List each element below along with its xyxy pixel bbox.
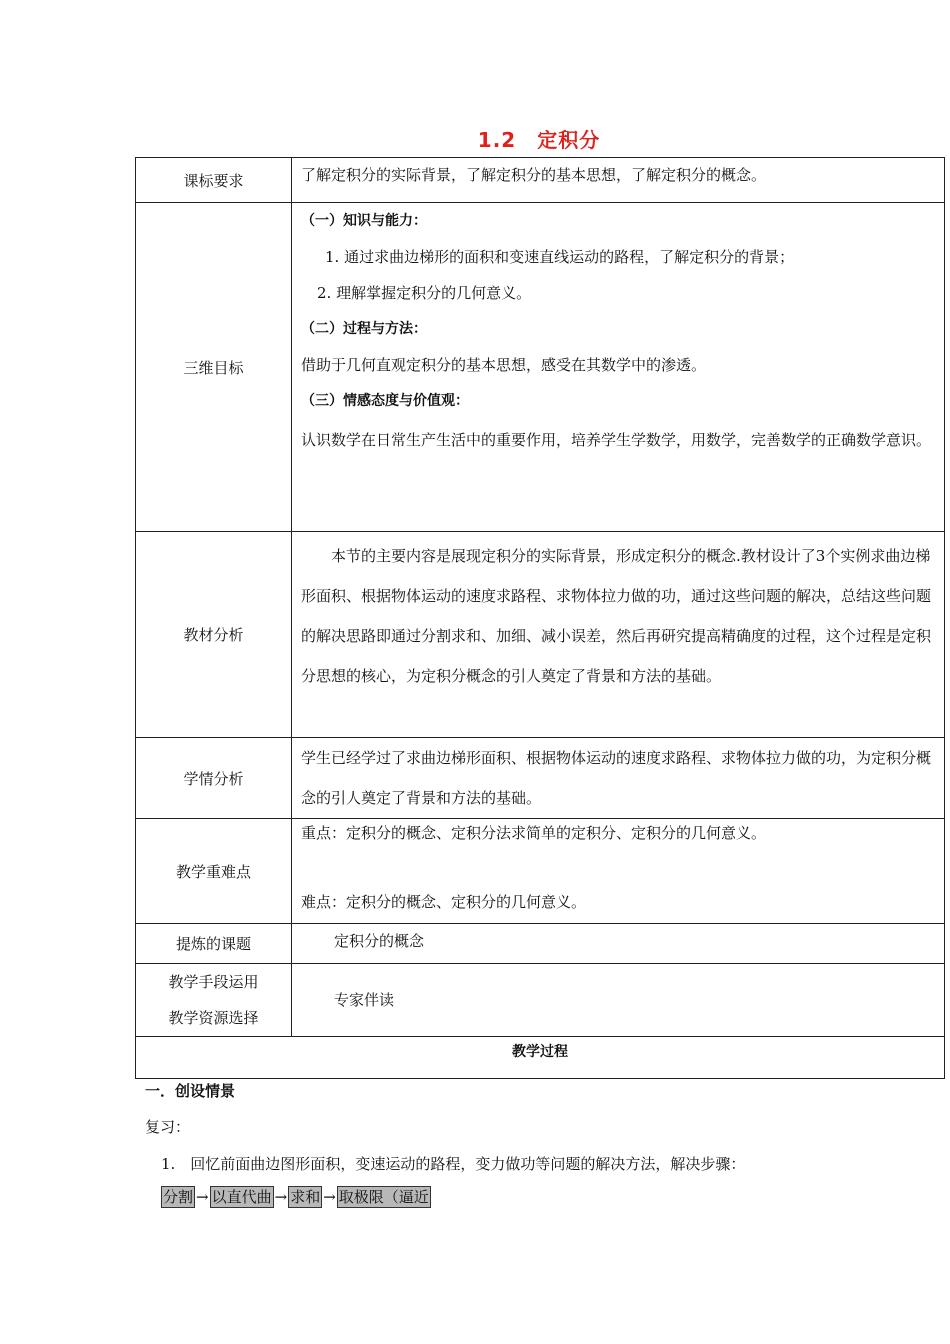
table-row bbox=[136, 819, 945, 924]
section-heading: 一．创设情景 bbox=[145, 1082, 236, 1100]
arrow-icon: → bbox=[323, 1188, 336, 1206]
objective-heading: （一）知识与能力： bbox=[301, 213, 427, 229]
objective-heading: （三）情感态度与价值观： bbox=[301, 393, 469, 409]
review-item: 1. 回忆前面曲边图形面积，变速运动的路程，变力做功等问题的解决方法，解决步骤： bbox=[161, 1155, 746, 1173]
table-row bbox=[136, 924, 945, 964]
row-label-keypoints: 教学重难点 bbox=[136, 819, 292, 924]
row-content-keypoints bbox=[292, 819, 945, 924]
objective-item: 认识数学在日常生产生活中的重要作用，培养学生学数学，用数学，完善数学的正确数学意识。 bbox=[301, 431, 932, 449]
table-row bbox=[136, 158, 945, 203]
table-row bbox=[136, 532, 945, 738]
step-box: 以直代曲 bbox=[211, 1188, 272, 1206]
row-content-curriculum: 了解定积分的实际背景，了解定积分的基本思想，了解定积分的概念。 bbox=[292, 158, 945, 203]
objective-item: 2. 理解掌握定积分的几何意义。 bbox=[317, 284, 532, 302]
row-content-textbook: 本节的主要内容是展现定积分的实际背景，形成定积分的概念.教材设计了3个实例求曲边梯形面积、根据物体运动的速度求路程、求物体拉力做的功，通过这些问题的解决，总结这些问题的解决思路即通过分割求和、加细、减小误差，然后再研究提高精确度的过程，这个过程是定积分思想的核心，为定积分概念的引人奠定了背景和方法的基础。 bbox=[292, 532, 945, 738]
teaching-process-header: 教学过程 bbox=[136, 1037, 945, 1079]
difficult-point: 难点：定积分的概念、定积分的几何意义。 bbox=[301, 893, 587, 911]
step-box: 分割 bbox=[163, 1188, 194, 1206]
objective-item: 1. 通过求曲边梯形的面积和变速直线运动的路程，了解定积分的背景； bbox=[325, 248, 795, 266]
row-content-resources: 专家伴读 bbox=[292, 964, 945, 1037]
step-box: 求和 bbox=[290, 1188, 321, 1206]
key-point: 重点：定积分的概念、定积分法求简单的定积分、定积分的几何意义。 bbox=[301, 824, 767, 842]
objective-heading: （二）过程与方法： bbox=[301, 321, 427, 337]
lesson-plan-table bbox=[135, 157, 945, 1079]
arrow-icon: → bbox=[196, 1188, 209, 1206]
row-label-curriculum: 课标要求 bbox=[136, 158, 292, 203]
table-row bbox=[136, 1037, 945, 1079]
table-row bbox=[136, 203, 945, 532]
objective-item: 借助于几何直观定积分的基本思想，感受在其数学中的渗透。 bbox=[301, 356, 707, 374]
row-label-resources: 教学手段运用 教学资源选择 bbox=[136, 964, 292, 1037]
row-label-student: 学情分析 bbox=[136, 738, 292, 819]
row-content-student: 学生已经学过了求曲边梯形面积、根据物体运动的速度求路程、求物体拉力做的功，为定积分概念的引人奠定了背景和方法的基础。 bbox=[292, 738, 945, 819]
row-content-objectives bbox=[292, 203, 945, 532]
step-box: 取极限（逼近 bbox=[338, 1188, 429, 1206]
arrow-icon: → bbox=[274, 1188, 288, 1206]
review-label: 复习： bbox=[145, 1118, 191, 1136]
table-row bbox=[136, 964, 945, 1037]
row-label-objectives: 三维目标 bbox=[136, 203, 292, 532]
row-label-textbook: 教材分析 bbox=[136, 532, 292, 738]
row-label-topic: 提炼的课题 bbox=[136, 924, 292, 964]
page-title: 1.2 定积分 bbox=[477, 128, 601, 152]
table-row bbox=[136, 738, 945, 819]
row-content-topic: 定积分的概念 bbox=[292, 924, 945, 964]
steps-chain bbox=[161, 1186, 431, 1208]
